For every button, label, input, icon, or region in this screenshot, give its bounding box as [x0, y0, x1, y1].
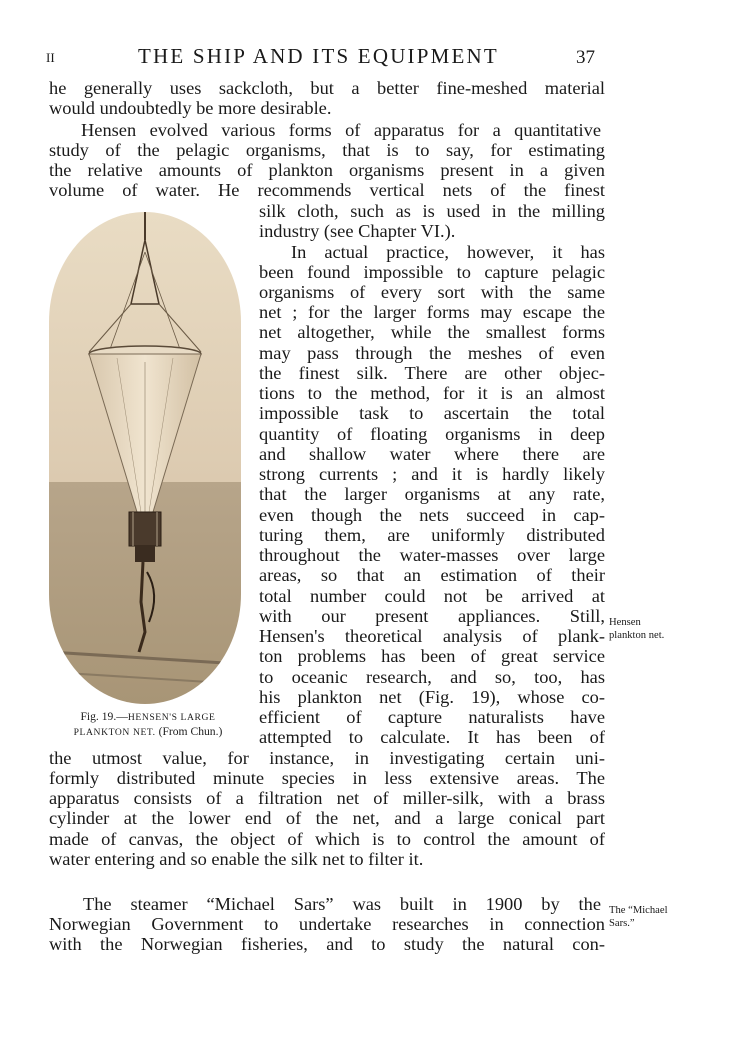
text-line: tions to the method, for it is an almost — [259, 383, 605, 403]
text-line: net ; for the larger forms may escape the — [259, 302, 605, 322]
text-line: total number could not be arrived at — [259, 586, 605, 606]
plankton-net-illustration — [49, 212, 241, 704]
text-line: water entering and so enable the silk net to filter it. — [49, 849, 424, 869]
text-line: that the larger organisms at any rate, — [259, 484, 605, 504]
text-line: with our present appliances. Still, — [259, 606, 605, 626]
text-line: volume of water. He recommends vertical nets of the finest — [49, 180, 605, 200]
text-line: In actual practice, however, it has — [291, 242, 605, 262]
text-line: apparatus consists of a filtration net of miller-silk, with a brass — [49, 788, 605, 808]
text-line: impossible task to ascertain the total — [259, 403, 605, 423]
text-line: formly distributed minute species in less extensive areas. The — [49, 768, 605, 788]
text-line: to oceanic research, and so, too, has — [259, 667, 605, 687]
text-line: turing them, are uniformly distributed — [259, 525, 605, 545]
margin-note-hensen: Hensen plankton net. — [609, 617, 665, 641]
text-line: The steamer “Michael Sars” was built in 1900 by the — [83, 894, 601, 914]
text-line: study of the pelagic organisms, that is to say, for estimating — [49, 140, 605, 160]
text-line: his plankton net (Fig. 19), whose co- — [259, 687, 605, 707]
text-line: even though the nets succeed in cap- — [259, 505, 605, 525]
caption-line: PLANKTON NET. (From Chun.) — [73, 725, 223, 738]
text-line: efficient of capture naturalists have — [259, 707, 605, 727]
margin-note-michael-sars: The “Michael Sars.” — [609, 905, 668, 929]
text-line: cylinder at the lower end of the net, and a large conical part — [49, 808, 605, 828]
text-line: the relative amounts of plankton organisms present in a given — [49, 160, 605, 180]
text-line: he generally uses sackcloth, but a better fine-meshed material — [49, 78, 605, 98]
text-line: throughout the water-masses over large — [259, 545, 605, 565]
text-line: been found impossible to capture pelagic — [259, 262, 605, 282]
text-line: quantity of floating organisms in deep — [259, 424, 605, 444]
page-number: 37 — [576, 47, 595, 68]
text-line: net altogether, while the smallest forms — [259, 322, 605, 342]
figure-caption — [46, 710, 250, 740]
text-line: silk cloth, such as is used in the milling — [259, 201, 605, 221]
text-line: ton problems has been of great service — [259, 646, 605, 666]
text-line: Hensen's theoretical analysis of plank- — [259, 626, 605, 646]
text-line: Norwegian Government to undertake researches in connection — [49, 914, 605, 934]
text-line: made of canvas, the object of which is to control the amount of — [49, 829, 605, 849]
text-line: may pass through the meshes of even — [259, 343, 605, 363]
caption-line: Fig. 19.—HENSEN'S LARGE — [80, 710, 216, 723]
text-line: strong currents ; and it is hardly likely — [259, 464, 605, 484]
text-line: and shallow water where there are — [259, 444, 605, 464]
text-line: industry (see Chapter VI.). — [259, 221, 456, 241]
text-line: the finest silk. There are other objec- — [259, 363, 605, 383]
text-line: Hensen evolved various forms of apparatus for a quantitative — [81, 120, 601, 140]
text-line: would undoubtedly be more desirable. — [49, 98, 332, 118]
running-title: THE SHIP AND ITS EQUIPMENT — [138, 44, 499, 68]
text-line: with the Norwegian fisheries, and to study the natural con- — [49, 934, 605, 954]
text-line: organisms of every sort with the same — [259, 282, 605, 302]
text-line: attempted to calculate. It has been of — [259, 727, 605, 747]
chapter-number: II — [46, 50, 55, 65]
running-header — [0, 44, 744, 70]
text-line: the utmost value, for instance, in investigating certain uni- — [49, 748, 605, 768]
text-line: areas, so that an estimation of their — [259, 565, 605, 585]
